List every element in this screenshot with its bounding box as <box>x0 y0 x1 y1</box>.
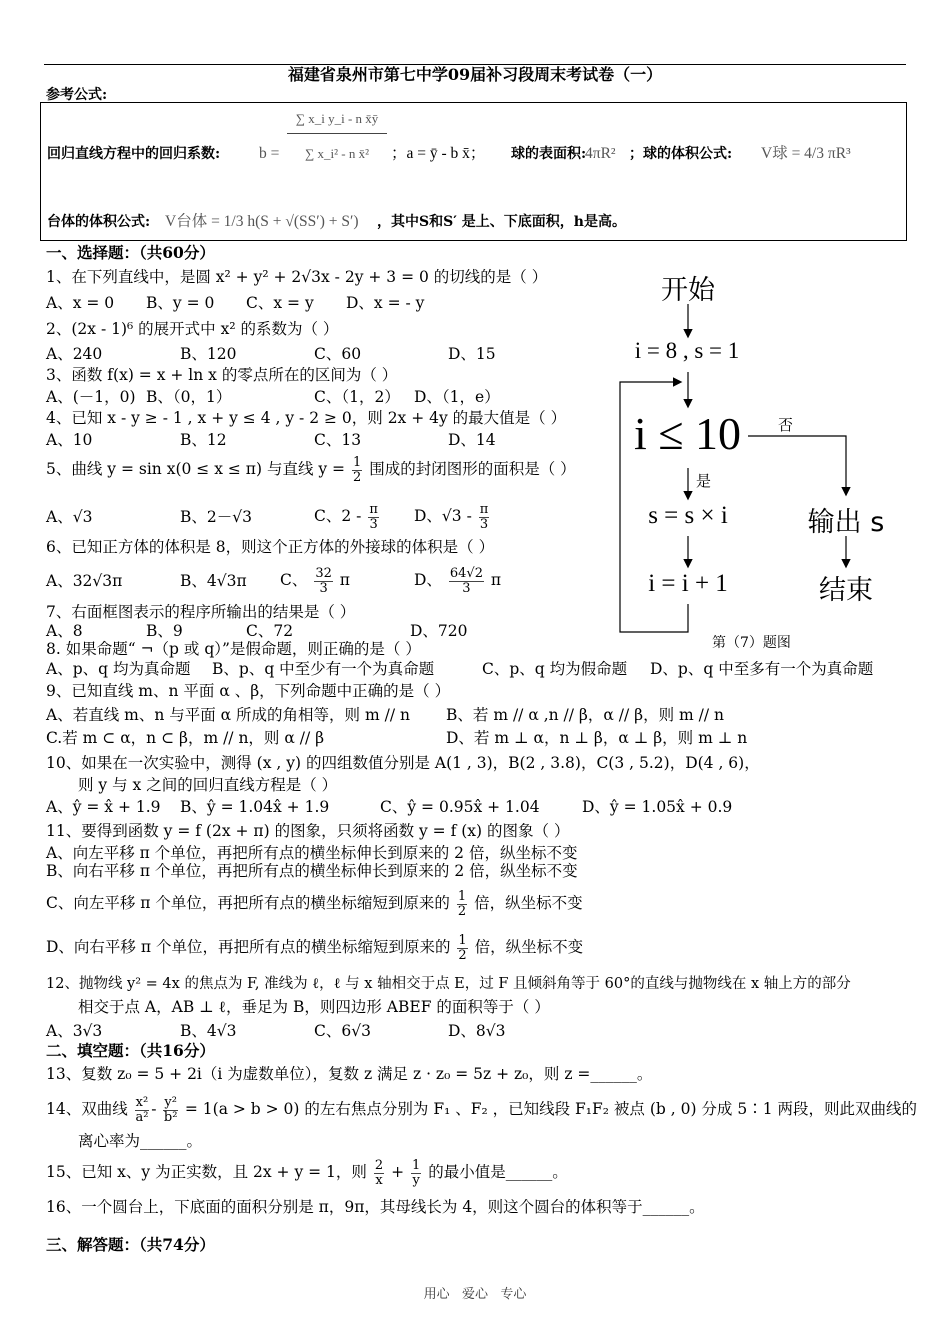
sphere-volume-label: ；球的体积公式: <box>629 146 733 162</box>
q10-option-d: D、ŷ = 1.05x̂ + 0.9 <box>582 798 733 816</box>
q12-option-d: D、8√3 <box>448 1022 506 1040</box>
q5-option-b: B、2－√3 <box>180 508 252 526</box>
q15-plus: + <box>391 1163 405 1181</box>
frustum-formula: V台体 = 1/3 h(S + √(SS′) + S′) <box>165 213 359 230</box>
regression-fraction <box>287 111 387 162</box>
q1-stem: 1、在下列直线中，是圆 x² + y² + 2√3x - 2y + 3 = 0 的切线的是（ ） <box>46 268 548 286</box>
q2-option-b: B、120 <box>180 345 237 363</box>
q15-a-den: x <box>375 1172 383 1188</box>
q5-half-fraction <box>352 456 362 485</box>
q6-c-fraction <box>314 567 333 596</box>
q9-stem: 9、已知直线 m、n 平面 α 、β，下列命题中正确的是（ ） <box>46 682 451 700</box>
q1-option-d: D、x = - y <box>346 294 425 312</box>
q6-c-prefix: C、 <box>280 571 308 589</box>
q11-option-c <box>46 885 583 921</box>
frustum-label: 台体的体积公式: <box>47 214 151 230</box>
q14-prefix: 14、双曲线 <box>46 1100 128 1118</box>
q14-x-num: x² <box>135 1094 149 1110</box>
q8-option-c: C、p、q 均为假命题 <box>482 660 628 678</box>
q5-c-prefix: C、2 - <box>314 507 362 525</box>
frustum-note: ，其中S和S′ 是上、下底面积，h是高。 <box>377 214 626 230</box>
q5-d-prefix: D、√3 - <box>414 507 472 525</box>
q4-option-a: A、10 <box>46 431 93 449</box>
q11-c-fraction <box>457 890 467 919</box>
section-answer: 三、解答题：（共74分） <box>46 1235 215 1254</box>
q8-option-a: A、p、q 均为真命题 <box>46 660 191 678</box>
q11-d-text: D、向右平移 π 个单位，再把所有点的横坐标缩短到原来的 <box>46 938 451 956</box>
q9-option-a: A、若直线 m、n 与平面 α 所成的角相等，则 m // n <box>46 706 410 724</box>
q4-option-c: C、13 <box>314 431 362 449</box>
flow-init: i = 8 , s = 1 <box>634 338 740 363</box>
q4-stem: 4、已知 x - y ≥ - 1 , x + y ≤ 4 , y - 2 ≥ 0，则 2x + 4y 的最大值是（ ） <box>46 409 567 427</box>
flow-yes-label: 是 <box>696 472 712 490</box>
formula-box <box>40 102 907 241</box>
q2-stem: 2、(2x - 1)⁶ 的展开式中 x² 的系数为（ ） <box>46 320 339 338</box>
page-footer: 用心 爱心 专心 <box>423 1287 527 1302</box>
q5-option-c <box>314 498 381 534</box>
q6-c-suffix: π <box>339 571 350 589</box>
flow-output: 输出 s <box>807 507 885 538</box>
q3-option-b: B、（0，1） <box>146 388 232 406</box>
q6-stem: 6、已知正方体的体积是 8，则这个正方体的外接球的体积是（ ） <box>46 538 495 556</box>
q11-d-num: 1 <box>458 932 467 948</box>
q1-option-a: A、x = 0 <box>46 294 115 312</box>
q16-stem: 16、一个圆台上，下底面的面积分别是 π，9π，其母线长为 4，则这个圆台的体积等于______。 <box>46 1198 705 1216</box>
q6-option-a: A、32√3π <box>46 572 123 590</box>
q5-option-a: A、√3 <box>46 508 93 526</box>
q6-option-b: B、4√3π <box>180 572 247 590</box>
q7-option-d: D、720 <box>410 622 468 640</box>
q10-option-c: C、ŷ = 0.95x̂ + 1.04 <box>380 798 540 816</box>
q10-option-a: A、ŷ = x̂ + 1.9 <box>46 798 161 816</box>
q14-stem-line2: 离心率为______。 <box>78 1132 203 1150</box>
regression-denominator: ∑ x_i² - n x̄² <box>304 146 369 161</box>
q7-option-a: A、8 <box>46 622 83 640</box>
q11-stem: 11、要得到函数 y = f (2x + π) 的图象，只须将函数 y = f (x) 的图象（ ） <box>46 822 570 840</box>
q5-c-num: π <box>369 501 378 517</box>
q5-d-num: π <box>479 501 489 517</box>
flow-condition: i ≤ 10 <box>633 408 742 459</box>
flow-increment: i = i + 1 <box>648 570 728 597</box>
q14-suffix: = 1(a > b > 0) 的左右焦点分别为 F₁ 、F₂ ，已知线段 F₁F₂ 被点 (b , 0) 分成 5∶1 两段，则此双曲线的 <box>184 1100 917 1118</box>
q5-option-d <box>414 498 491 534</box>
q14-y-den: b² <box>163 1109 178 1125</box>
q1-option-b: B、y = 0 <box>146 294 215 312</box>
q11-c-tail: 倍，纵坐标不变 <box>474 894 583 912</box>
q10-stem-line2: 则 y 与 x 之间的回归直线方程是（ ） <box>78 776 338 794</box>
q7-option-b: B、9 <box>146 622 183 640</box>
flow-start: 开始 <box>661 275 715 306</box>
q6-c-num: 32 <box>315 565 332 581</box>
q3-option-d: D、（1，e） <box>414 388 500 406</box>
q15-b-fraction <box>411 1159 421 1188</box>
q12-option-a: A、3√3 <box>46 1022 103 1040</box>
q15-suffix: 的最小值是______。 <box>428 1163 568 1181</box>
q14-x-den: a² <box>135 1109 149 1125</box>
q8-option-d: D、p、q 中至多有一个为真命题 <box>650 660 874 678</box>
q11-c-num: 1 <box>457 888 467 904</box>
q11-option-b: B、向右平移 π 个单位，再把所有点的横坐标伸长到原来的 2 倍，纵坐标不变 <box>46 862 578 880</box>
q14-stem: 14、双曲线 $\frac{\text{x²}}{\text{a²}}$ - $\frac{\text{y²}}{\text{b²}}$ = 1(a > b > 0) 的左右焦点分别为 F₁ 、F₂ ，已知线段 F₁F₂ 被点 (b , 0) 分成 5∶1 两段，则此双曲线的 <box>46 1094 917 1125</box>
flow-caption: 第（7）题图 <box>712 635 791 651</box>
q15-b-den: y <box>412 1172 420 1188</box>
q14-x-fraction <box>135 1096 150 1125</box>
section-choice: 一、选择题：（共60分） <box>46 243 215 262</box>
q6-d-suffix: π <box>490 571 502 589</box>
q2-option-c: C、60 <box>314 345 362 363</box>
q15-a-fraction <box>374 1159 384 1188</box>
sphere-area: 4πR² <box>585 145 616 162</box>
q11-d-den: 2 <box>458 947 467 963</box>
q12-stem-line2: 相交于点 A，AB ⊥ ℓ，垂足为 B，则四边形 ABEF 的面积等于（ ） <box>78 998 550 1016</box>
q5-stem-end: 围成的封闭图形的面积是（ ） <box>369 460 576 478</box>
q6-d-den: 3 <box>462 580 471 596</box>
regression-a: ；a = ȳ - b x̄； <box>391 145 486 162</box>
q12-option-c: C、6√3 <box>314 1022 371 1040</box>
q15-a-num: 2 <box>374 1157 384 1173</box>
regression-b: b = <box>259 145 280 162</box>
q2-option-a: A、240 <box>46 345 103 363</box>
q5-stem <box>46 454 576 485</box>
q8-stem: 8. 如果命题“ ¬（p 或 q）”是假命题，则正确的是（ ） <box>46 640 421 658</box>
q14-y-fraction <box>163 1096 178 1125</box>
q12-option-b: B、4√3 <box>180 1022 237 1040</box>
q10-stem: 10、如果在一次实验中，测得 (x , y) 的四组数值分别是 A(1 , 3)，B(2 , 3.8)，C(3 , 5.2)，D(4 , 6)， <box>46 754 760 772</box>
q6-option-d <box>414 560 501 600</box>
q3-option-a: A、(－1，0) <box>46 388 136 406</box>
q15-prefix: 15、已知 x、y 为正实数，且 2x + y = 1，则 <box>46 1163 367 1181</box>
q9-option-d: D、若 m ⊥ α，n ⊥ β，α ⊥ β，则 m ⊥ n <box>446 729 748 747</box>
q6-d-num: 64√2 <box>449 565 483 581</box>
q5-d-fraction <box>479 503 490 532</box>
q7-stem: 7、右面框图表示的程序所输出的结果是（ ） <box>46 603 356 621</box>
q6-option-c <box>280 560 350 600</box>
regression-label: 回归直线方程中的回归系数: <box>47 146 221 162</box>
q11-option-d <box>46 929 583 965</box>
q3-stem: 3、函数 f(x) = x + ln x 的零点所在的区间为（ ） <box>46 366 398 384</box>
q9-option-b: B、若 m // α ,n // β，α // β，则 m // n <box>446 706 725 724</box>
q5-c-den: 3 <box>369 516 378 532</box>
q11-d-fraction <box>457 934 467 963</box>
section-fill: 二、填空题：（共16分） <box>46 1041 215 1060</box>
q8-option-b: B、p、q 中至少有一个为真命题 <box>212 660 435 678</box>
q11-d-tail: 倍，纵坐标不变 <box>474 938 584 956</box>
q1-option-c: C、x = y <box>246 294 314 312</box>
q11-c-den: 2 <box>457 903 467 919</box>
reference-label: 参考公式: <box>46 87 108 103</box>
sphere-area-label: 球的表面积: <box>511 146 587 162</box>
q11-option-a: A、向左平移 π 个单位，再把所有点的横坐标伸长到原来的 2 倍，纵坐标不变 <box>46 844 578 862</box>
q15-b-num: 1 <box>412 1157 421 1173</box>
flow-end: 结束 <box>819 575 873 606</box>
q6-c-den: 3 <box>319 580 328 596</box>
q3-option-c: C、（1，2） <box>314 388 400 406</box>
regression-numerator: ∑ x_i y_i - n x̄ȳ <box>287 111 387 134</box>
q9-option-c: C.若 m ⊂ α，n ⊂ β，m // n，则 α // β <box>46 729 325 747</box>
q12-stem: 12、抛物线 y² = 4x 的焦点为 F, 准线为 ℓ，ℓ 与 x 轴相交于点 E，过 F 且倾斜角等于 60°的直线与抛物线在 x 轴上方的部分 <box>46 976 851 992</box>
q6-d-prefix: D、 <box>414 571 442 589</box>
sphere-volume: V球 = 4/3 πR³ <box>761 145 851 162</box>
flow-multiply: s = s × i <box>648 502 728 529</box>
q15-stem <box>46 1152 568 1192</box>
q5-c-fraction <box>368 503 379 532</box>
q13-stem: 13、复数 z₀ = 5 + 2i（i 为虚数单位），复数 z 满足 z · z₀ = 5z + z₀，则 z =______。 <box>46 1065 653 1083</box>
flow-no-label: 否 <box>778 416 794 434</box>
q6-d-fraction <box>449 567 484 596</box>
q5-half-den: 2 <box>352 469 362 485</box>
q14-y-num: y² <box>164 1094 177 1110</box>
q10-option-b: B、ŷ = 1.04x̂ + 1.9 <box>180 798 330 816</box>
page-title: 福建省泉州市第七中学09届补习段周末考试卷（一） <box>287 65 663 84</box>
q11-c-text: C、向左平移 π 个单位，再把所有点的横坐标缩短到原来的 <box>46 894 450 912</box>
q4-option-b: B、12 <box>180 431 227 449</box>
q7-option-c: C、72 <box>246 622 294 640</box>
q5-half-num: 1 <box>352 454 362 470</box>
q2-option-d: D、15 <box>448 345 496 363</box>
q4-option-d: D、14 <box>448 431 496 449</box>
q5-stem-start: 5、曲线 y = sin x(0 ≤ x ≤ π) 与直线 y = <box>46 460 346 478</box>
q5-d-den: 3 <box>479 516 489 532</box>
